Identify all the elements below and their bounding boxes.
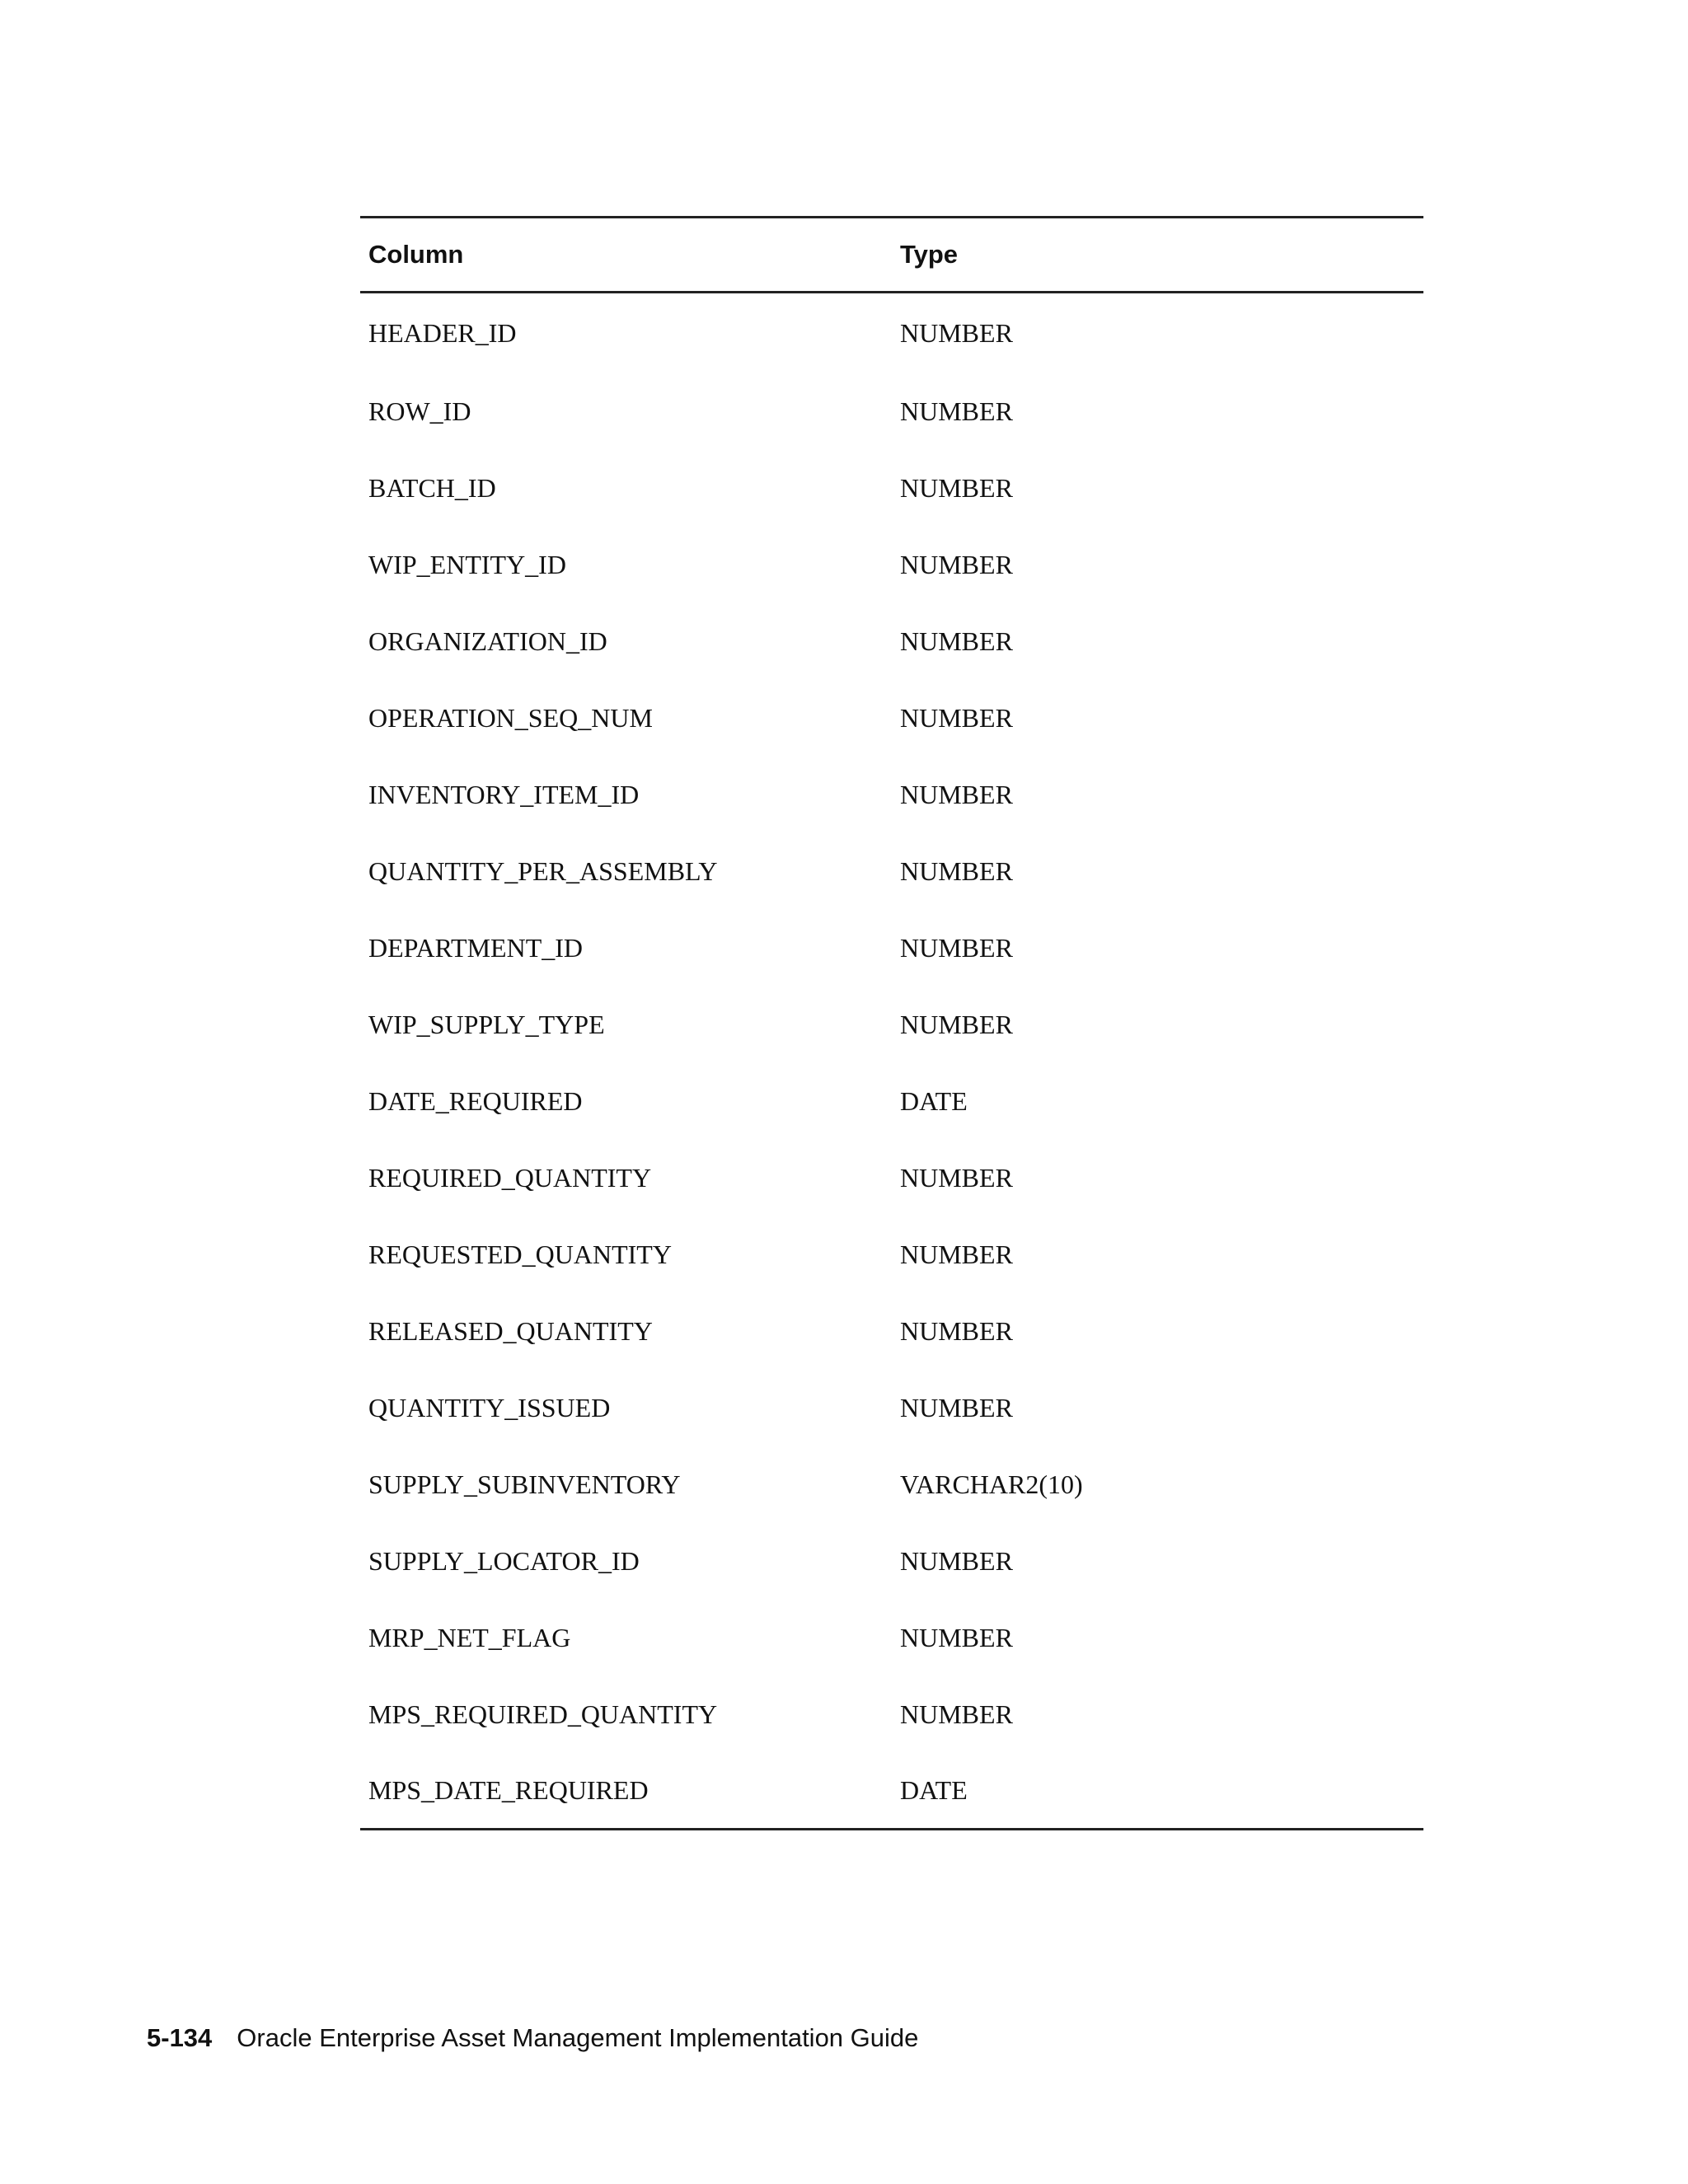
table-row bbox=[360, 1446, 1423, 1523]
type-cell: NUMBER bbox=[900, 396, 1013, 426]
table-row bbox=[360, 1753, 1423, 1830]
type-cell: NUMBER bbox=[900, 1239, 1013, 1269]
table-row bbox=[360, 293, 1423, 373]
type-cell: NUMBER bbox=[900, 932, 1013, 963]
table-row bbox=[360, 527, 1423, 603]
type-cell: DATE bbox=[900, 1774, 968, 1805]
table-row bbox=[360, 680, 1423, 757]
type-cell: NUMBER bbox=[900, 702, 1013, 733]
type-cell: NUMBER bbox=[900, 1392, 1013, 1422]
table-row bbox=[360, 1216, 1423, 1293]
table-row bbox=[360, 373, 1423, 450]
column-name-cell: REQUESTED_QUANTITY bbox=[368, 1239, 672, 1269]
type-cell: NUMBER bbox=[900, 779, 1013, 809]
column-name-cell: QUANTITY_ISSUED bbox=[368, 1392, 611, 1422]
type-cell: NUMBER bbox=[900, 1699, 1013, 1729]
type-cell: NUMBER bbox=[900, 1622, 1013, 1652]
table-row bbox=[360, 1140, 1423, 1216]
column-type-table-wrapper bbox=[360, 216, 1423, 1830]
column-name-cell: MPS_DATE_REQUIRED bbox=[368, 1774, 649, 1805]
type-cell: NUMBER bbox=[900, 317, 1013, 348]
table-row bbox=[360, 757, 1423, 833]
column-name-cell: INVENTORY_ITEM_ID bbox=[368, 779, 640, 809]
type-cell: NUMBER bbox=[900, 1009, 1013, 1039]
column-name-cell: DEPARTMENT_ID bbox=[368, 932, 584, 963]
column-name-cell: MRP_NET_FLAG bbox=[368, 1622, 571, 1652]
column-name-cell: BATCH_ID bbox=[368, 472, 496, 503]
type-cell: NUMBER bbox=[900, 1162, 1013, 1193]
column-name-cell: WIP_SUPPLY_TYPE bbox=[368, 1009, 605, 1039]
column-name-cell: MPS_REQUIRED_QUANTITY bbox=[368, 1699, 718, 1729]
type-cell: DATE bbox=[900, 1085, 968, 1116]
column-type-table bbox=[360, 216, 1423, 1830]
table-row bbox=[360, 450, 1423, 527]
page-footer bbox=[147, 2023, 918, 2053]
column-name-cell: SUPPLY_SUBINVENTORY bbox=[368, 1469, 681, 1499]
table-row bbox=[360, 1063, 1423, 1140]
type-cell: NUMBER bbox=[900, 549, 1013, 579]
page-number: 5-134 bbox=[147, 2023, 213, 2052]
document-title: Oracle Enterprise Asset Management Implementation Guide bbox=[237, 2023, 919, 2052]
table-row bbox=[360, 910, 1423, 987]
table-row bbox=[360, 833, 1423, 910]
table-row bbox=[360, 1676, 1423, 1753]
type-cell: NUMBER bbox=[900, 1315, 1013, 1346]
table-row bbox=[360, 603, 1423, 680]
type-cell: NUMBER bbox=[900, 472, 1013, 503]
type-header: Type bbox=[900, 240, 959, 269]
column-name-cell: HEADER_ID bbox=[368, 317, 517, 348]
table-row bbox=[360, 1293, 1423, 1370]
table-row bbox=[360, 987, 1423, 1063]
column-name-cell: OPERATION_SEQ_NUM bbox=[368, 702, 653, 733]
column-name-cell: DATE_REQUIRED bbox=[368, 1085, 583, 1116]
type-cell: NUMBER bbox=[900, 626, 1013, 656]
table-row bbox=[360, 1600, 1423, 1676]
table-row bbox=[360, 1523, 1423, 1600]
column-name-cell: QUANTITY_PER_ASSEMBLY bbox=[368, 855, 718, 886]
column-name-cell: RELEASED_QUANTITY bbox=[368, 1315, 653, 1346]
column-name-cell: ORGANIZATION_ID bbox=[368, 626, 607, 656]
column-name-cell: ROW_ID bbox=[368, 396, 471, 426]
column-name-cell: WIP_ENTITY_ID bbox=[368, 549, 566, 579]
type-cell: NUMBER bbox=[900, 1545, 1013, 1576]
column-name-cell: SUPPLY_LOCATOR_ID bbox=[368, 1545, 640, 1576]
table-row bbox=[360, 1370, 1423, 1446]
type-cell: NUMBER bbox=[900, 855, 1013, 886]
type-cell: VARCHAR2(10) bbox=[900, 1469, 1083, 1499]
column-header: Column bbox=[368, 240, 464, 269]
table-header-row bbox=[360, 218, 1423, 293]
column-name-cell: REQUIRED_QUANTITY bbox=[368, 1162, 652, 1193]
